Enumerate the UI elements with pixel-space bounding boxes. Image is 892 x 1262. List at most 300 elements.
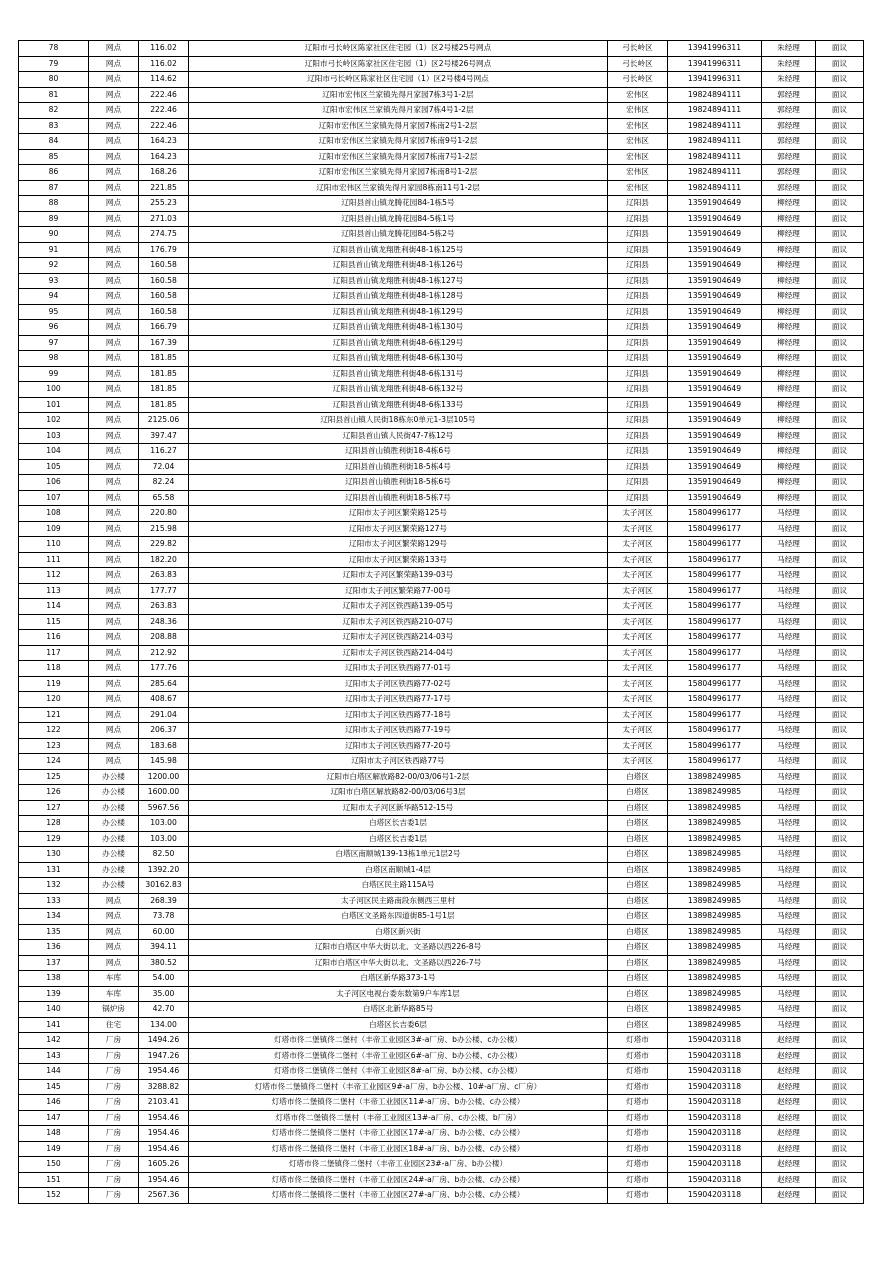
district-cell: 灯塔市 xyxy=(608,1095,668,1111)
table-row xyxy=(19,273,864,289)
property-type-cell: 网点 xyxy=(89,630,139,646)
contact-cell: 马经理 xyxy=(762,521,816,537)
address-cell: 辽阳市太子河区繁荣路139-03号 xyxy=(189,568,608,584)
price-cell: 面议 xyxy=(816,304,864,320)
contact-cell: 赵经理 xyxy=(762,1064,816,1080)
table-row xyxy=(19,568,864,584)
contact-cell: 郭经理 xyxy=(762,180,816,196)
address-cell: 灯塔市佟二堡镇佟二堡村（丰帝工业园区23#-a厂房、b办公楼） xyxy=(189,1157,608,1173)
address-cell: 辽阳县首山镇龙翔胜利街48-1栋130号 xyxy=(189,320,608,336)
phone-cell: 15804996177 xyxy=(668,661,762,677)
contact-cell: 马经理 xyxy=(762,692,816,708)
area-cell: 1947.26 xyxy=(139,1048,189,1064)
price-cell: 面议 xyxy=(816,692,864,708)
table-body xyxy=(19,41,864,1204)
district-cell: 辽阳县 xyxy=(608,351,668,367)
property-type-cell: 网点 xyxy=(89,692,139,708)
property-type-cell: 车库 xyxy=(89,986,139,1002)
address-cell: 辽阳市宏伟区兰家镇先得月家园7栋南9号1-2层 xyxy=(189,134,608,150)
price-cell: 面议 xyxy=(816,1095,864,1111)
price-cell: 面议 xyxy=(816,41,864,57)
price-cell: 面议 xyxy=(816,227,864,243)
price-cell: 面议 xyxy=(816,1033,864,1049)
district-cell: 灯塔市 xyxy=(608,1126,668,1142)
district-cell: 太子河区 xyxy=(608,630,668,646)
address-cell: 辽阳县首山镇龙腾花园84-5栋2号 xyxy=(189,227,608,243)
row-number-cell: 124 xyxy=(19,754,89,770)
price-cell: 面议 xyxy=(816,800,864,816)
contact-cell: 马经理 xyxy=(762,816,816,832)
address-cell: 辽阳市太子河区铁西路77号 xyxy=(189,754,608,770)
district-cell: 太子河区 xyxy=(608,568,668,584)
table-row xyxy=(19,1188,864,1204)
address-cell: 灯塔市佟二堡镇佟二堡村（丰帝工业园区24#-a厂房、b办公楼、c办公楼） xyxy=(189,1172,608,1188)
contact-cell: 马经理 xyxy=(762,506,816,522)
property-type-cell: 办公楼 xyxy=(89,862,139,878)
area-cell: 263.83 xyxy=(139,599,189,615)
phone-cell: 15804996177 xyxy=(668,521,762,537)
district-cell: 白塔区 xyxy=(608,816,668,832)
district-cell: 白塔区 xyxy=(608,862,668,878)
property-type-cell: 网点 xyxy=(89,893,139,909)
table-row xyxy=(19,707,864,723)
area-cell: 215.98 xyxy=(139,521,189,537)
price-cell: 面议 xyxy=(816,149,864,165)
table-row xyxy=(19,413,864,429)
phone-cell: 15804996177 xyxy=(668,692,762,708)
contact-cell: 马经理 xyxy=(762,537,816,553)
row-number-cell: 109 xyxy=(19,521,89,537)
area-cell: 394.11 xyxy=(139,940,189,956)
area-cell: 166.79 xyxy=(139,320,189,336)
district-cell: 宏伟区 xyxy=(608,149,668,165)
district-cell: 弓长岭区 xyxy=(608,41,668,57)
address-cell: 白塔区长吉委1层 xyxy=(189,816,608,832)
property-type-cell: 办公楼 xyxy=(89,800,139,816)
address-cell: 灯塔市佟二堡镇佟二堡村（丰帝工业园区13#-a厂房、c办公楼、b厂房） xyxy=(189,1110,608,1126)
area-cell: 268.39 xyxy=(139,893,189,909)
phone-cell: 13591904649 xyxy=(668,242,762,258)
property-type-cell: 网点 xyxy=(89,366,139,382)
district-cell: 辽阳县 xyxy=(608,273,668,289)
property-type-cell: 网点 xyxy=(89,103,139,119)
table-row xyxy=(19,1002,864,1018)
area-cell: 229.82 xyxy=(139,537,189,553)
property-type-cell: 网点 xyxy=(89,614,139,630)
address-cell: 辽阳县首山镇龙翔胜利街48-1栋127号 xyxy=(189,273,608,289)
district-cell: 灯塔市 xyxy=(608,1064,668,1080)
district-cell: 辽阳县 xyxy=(608,196,668,212)
contact-cell: 柳经理 xyxy=(762,258,816,274)
phone-cell: 13591904649 xyxy=(668,211,762,227)
phone-cell: 13591904649 xyxy=(668,428,762,444)
table-row xyxy=(19,304,864,320)
price-cell: 面议 xyxy=(816,366,864,382)
row-number-cell: 120 xyxy=(19,692,89,708)
price-cell: 面议 xyxy=(816,583,864,599)
contact-cell: 赵经理 xyxy=(762,1141,816,1157)
property-type-cell: 网点 xyxy=(89,940,139,956)
area-cell: 72.04 xyxy=(139,459,189,475)
table-row xyxy=(19,552,864,568)
price-cell: 面议 xyxy=(816,986,864,1002)
property-type-cell: 网点 xyxy=(89,304,139,320)
price-cell: 面议 xyxy=(816,1079,864,1095)
area-cell: 82.24 xyxy=(139,475,189,491)
address-cell: 辽阳县首山镇龙翔胜利街48-1栋129号 xyxy=(189,304,608,320)
property-type-cell: 厂房 xyxy=(89,1172,139,1188)
area-cell: 248.36 xyxy=(139,614,189,630)
phone-cell: 13941996311 xyxy=(668,41,762,57)
price-cell: 面议 xyxy=(816,103,864,119)
phone-cell: 13591904649 xyxy=(668,196,762,212)
price-cell: 面议 xyxy=(816,320,864,336)
property-type-cell: 网点 xyxy=(89,242,139,258)
property-type-cell: 网点 xyxy=(89,676,139,692)
price-cell: 面议 xyxy=(816,521,864,537)
phone-cell: 13591904649 xyxy=(668,366,762,382)
property-type-cell: 网点 xyxy=(89,909,139,925)
price-cell: 面议 xyxy=(816,165,864,181)
property-type-cell: 网点 xyxy=(89,537,139,553)
district-cell: 宏伟区 xyxy=(608,87,668,103)
area-cell: 176.79 xyxy=(139,242,189,258)
table-row xyxy=(19,41,864,57)
contact-cell: 马经理 xyxy=(762,769,816,785)
price-cell: 面议 xyxy=(816,940,864,956)
area-cell: 114.62 xyxy=(139,72,189,88)
phone-cell: 15904203118 xyxy=(668,1157,762,1173)
row-number-cell: 129 xyxy=(19,831,89,847)
address-cell: 辽阳市太子河区铁西路77-18号 xyxy=(189,707,608,723)
table-row xyxy=(19,940,864,956)
area-cell: 3288.82 xyxy=(139,1079,189,1095)
address-cell: 辽阳市太子河区新华路512-15号 xyxy=(189,800,608,816)
row-number-cell: 114 xyxy=(19,599,89,615)
address-cell: 灯塔市佟二堡镇佟二堡村（丰帝工业园区18#-a厂房、b办公楼、c办公楼） xyxy=(189,1141,608,1157)
table-row xyxy=(19,56,864,72)
price-cell: 面议 xyxy=(816,382,864,398)
area-cell: 73.78 xyxy=(139,909,189,925)
property-type-cell: 办公楼 xyxy=(89,816,139,832)
contact-cell: 马经理 xyxy=(762,986,816,1002)
phone-cell: 13591904649 xyxy=(668,459,762,475)
district-cell: 白塔区 xyxy=(608,800,668,816)
address-cell: 辽阳市太子河区铁西路77-19号 xyxy=(189,723,608,739)
address-cell: 辽阳市宏伟区兰家镇先得月家园7栋南7号1-2层 xyxy=(189,149,608,165)
table-row xyxy=(19,475,864,491)
price-cell: 面议 xyxy=(816,87,864,103)
row-number-cell: 81 xyxy=(19,87,89,103)
area-cell: 222.46 xyxy=(139,103,189,119)
price-cell: 面议 xyxy=(816,723,864,739)
table-row xyxy=(19,87,864,103)
address-cell: 灯塔市佟二堡镇佟二堡村（丰帝工业园区9#-a厂房、b办公楼、10#-a厂房、c厂房） xyxy=(189,1079,608,1095)
area-cell: 222.46 xyxy=(139,87,189,103)
contact-cell: 柳经理 xyxy=(762,444,816,460)
district-cell: 灯塔市 xyxy=(608,1172,668,1188)
price-cell: 面议 xyxy=(816,568,864,584)
price-cell: 面议 xyxy=(816,289,864,305)
row-number-cell: 148 xyxy=(19,1126,89,1142)
table-row xyxy=(19,258,864,274)
contact-cell: 马经理 xyxy=(762,583,816,599)
table-row xyxy=(19,785,864,801)
table-row xyxy=(19,878,864,894)
contact-cell: 马经理 xyxy=(762,707,816,723)
contact-cell: 赵经理 xyxy=(762,1188,816,1204)
row-number-cell: 118 xyxy=(19,661,89,677)
area-cell: 103.00 xyxy=(139,816,189,832)
district-cell: 灯塔市 xyxy=(608,1079,668,1095)
address-cell: 白塔区新华路373-1号 xyxy=(189,971,608,987)
district-cell: 白塔区 xyxy=(608,847,668,863)
district-cell: 白塔区 xyxy=(608,940,668,956)
area-cell: 212.92 xyxy=(139,645,189,661)
address-cell: 辽阳市弓长岭区陈家社区住宅园（1）区2号楼4号网点 xyxy=(189,72,608,88)
contact-cell: 柳经理 xyxy=(762,475,816,491)
address-cell: 白塔区南顺城139-13栋1单元1层2号 xyxy=(189,847,608,863)
table-row xyxy=(19,103,864,119)
price-cell: 面议 xyxy=(816,645,864,661)
price-cell: 面议 xyxy=(816,444,864,460)
contact-cell: 郭经理 xyxy=(762,118,816,134)
price-cell: 面议 xyxy=(816,475,864,491)
district-cell: 白塔区 xyxy=(608,831,668,847)
property-type-cell: 网点 xyxy=(89,568,139,584)
address-cell: 灯塔市佟二堡镇佟二堡村（丰帝工业园区11#-a厂房、b办公楼、c办公楼） xyxy=(189,1095,608,1111)
area-cell: 181.85 xyxy=(139,366,189,382)
contact-cell: 柳经理 xyxy=(762,211,816,227)
property-type-cell: 网点 xyxy=(89,180,139,196)
contact-cell: 马经理 xyxy=(762,599,816,615)
contact-cell: 朱经理 xyxy=(762,41,816,57)
area-cell: 222.46 xyxy=(139,118,189,134)
phone-cell: 13591904649 xyxy=(668,320,762,336)
price-cell: 面议 xyxy=(816,1048,864,1064)
table-row xyxy=(19,1126,864,1142)
price-cell: 面议 xyxy=(816,351,864,367)
row-number-cell: 135 xyxy=(19,924,89,940)
row-number-cell: 96 xyxy=(19,320,89,336)
table-row xyxy=(19,909,864,925)
property-type-cell: 网点 xyxy=(89,397,139,413)
address-cell: 辽阳市太子河区繁荣路129号 xyxy=(189,537,608,553)
row-number-cell: 102 xyxy=(19,413,89,429)
phone-cell: 13898249985 xyxy=(668,893,762,909)
property-type-cell: 厂房 xyxy=(89,1095,139,1111)
contact-cell: 马经理 xyxy=(762,661,816,677)
property-listing-table xyxy=(18,40,864,1204)
table-row xyxy=(19,118,864,134)
address-cell: 灯塔市佟二堡镇佟二堡村（丰帝工业园区3#-a厂房、b办公楼、c办公楼） xyxy=(189,1033,608,1049)
property-type-cell: 厂房 xyxy=(89,1064,139,1080)
row-number-cell: 111 xyxy=(19,552,89,568)
row-number-cell: 123 xyxy=(19,738,89,754)
contact-cell: 柳经理 xyxy=(762,304,816,320)
row-number-cell: 106 xyxy=(19,475,89,491)
phone-cell: 13898249985 xyxy=(668,971,762,987)
district-cell: 灯塔市 xyxy=(608,1188,668,1204)
price-cell: 面议 xyxy=(816,1002,864,1018)
phone-cell: 13898249985 xyxy=(668,909,762,925)
area-cell: 1605.26 xyxy=(139,1157,189,1173)
phone-cell: 13591904649 xyxy=(668,304,762,320)
property-type-cell: 网点 xyxy=(89,56,139,72)
address-cell: 辽阳县首山镇龙翔胜利街48-1栋125号 xyxy=(189,242,608,258)
property-type-cell: 网点 xyxy=(89,258,139,274)
price-cell: 面议 xyxy=(816,955,864,971)
table-row xyxy=(19,72,864,88)
contact-cell: 马经理 xyxy=(762,800,816,816)
price-cell: 面议 xyxy=(816,707,864,723)
table-row xyxy=(19,1157,864,1173)
row-number-cell: 117 xyxy=(19,645,89,661)
table-row xyxy=(19,1095,864,1111)
phone-cell: 15904203118 xyxy=(668,1126,762,1142)
district-cell: 白塔区 xyxy=(608,878,668,894)
area-cell: 1494.26 xyxy=(139,1033,189,1049)
area-cell: 263.83 xyxy=(139,568,189,584)
phone-cell: 13591904649 xyxy=(668,397,762,413)
phone-cell: 13591904649 xyxy=(668,382,762,398)
property-type-cell: 网点 xyxy=(89,382,139,398)
address-cell: 辽阳县首山镇龙翔胜利街48-6栋133号 xyxy=(189,397,608,413)
price-cell: 面议 xyxy=(816,1188,864,1204)
row-number-cell: 149 xyxy=(19,1141,89,1157)
contact-cell: 郭经理 xyxy=(762,134,816,150)
row-number-cell: 82 xyxy=(19,103,89,119)
address-cell: 辽阳市太子河区铁西路139-05号 xyxy=(189,599,608,615)
area-cell: 42.70 xyxy=(139,1002,189,1018)
district-cell: 辽阳县 xyxy=(608,227,668,243)
price-cell: 面议 xyxy=(816,893,864,909)
table-row xyxy=(19,692,864,708)
area-cell: 206.37 xyxy=(139,723,189,739)
table-row xyxy=(19,521,864,537)
property-type-cell: 网点 xyxy=(89,273,139,289)
price-cell: 面议 xyxy=(816,413,864,429)
district-cell: 太子河区 xyxy=(608,707,668,723)
phone-cell: 15804996177 xyxy=(668,754,762,770)
phone-cell: 15804996177 xyxy=(668,676,762,692)
area-cell: 274.75 xyxy=(139,227,189,243)
row-number-cell: 98 xyxy=(19,351,89,367)
address-cell: 辽阳县首山镇龙翔胜利街48-6栋131号 xyxy=(189,366,608,382)
row-number-cell: 97 xyxy=(19,335,89,351)
district-cell: 太子河区 xyxy=(608,676,668,692)
price-cell: 面议 xyxy=(816,754,864,770)
row-number-cell: 91 xyxy=(19,242,89,258)
row-number-cell: 116 xyxy=(19,630,89,646)
district-cell: 宏伟区 xyxy=(608,165,668,181)
row-number-cell: 150 xyxy=(19,1157,89,1173)
row-number-cell: 103 xyxy=(19,428,89,444)
price-cell: 面议 xyxy=(816,242,864,258)
district-cell: 辽阳县 xyxy=(608,475,668,491)
contact-cell: 马经理 xyxy=(762,909,816,925)
contact-cell: 马经理 xyxy=(762,568,816,584)
property-type-cell: 网点 xyxy=(89,149,139,165)
property-type-cell: 网点 xyxy=(89,924,139,940)
row-number-cell: 144 xyxy=(19,1064,89,1080)
price-cell: 面议 xyxy=(816,909,864,925)
property-type-cell: 办公楼 xyxy=(89,847,139,863)
district-cell: 太子河区 xyxy=(608,614,668,630)
table-row xyxy=(19,676,864,692)
price-cell: 面议 xyxy=(816,816,864,832)
phone-cell: 15804996177 xyxy=(668,630,762,646)
price-cell: 面议 xyxy=(816,1157,864,1173)
phone-cell: 15904203118 xyxy=(668,1110,762,1126)
address-cell: 太子河区民主路南段东侧西三里村 xyxy=(189,893,608,909)
contact-cell: 柳经理 xyxy=(762,196,816,212)
property-type-cell: 网点 xyxy=(89,444,139,460)
price-cell: 面议 xyxy=(816,1064,864,1080)
price-cell: 面议 xyxy=(816,847,864,863)
row-number-cell: 100 xyxy=(19,382,89,398)
table-row xyxy=(19,227,864,243)
phone-cell: 19824894111 xyxy=(668,134,762,150)
table-row xyxy=(19,738,864,754)
contact-cell: 马经理 xyxy=(762,831,816,847)
price-cell: 面议 xyxy=(816,878,864,894)
row-number-cell: 152 xyxy=(19,1188,89,1204)
phone-cell: 13898249985 xyxy=(668,847,762,863)
row-number-cell: 136 xyxy=(19,940,89,956)
property-type-cell: 网点 xyxy=(89,118,139,134)
table-row xyxy=(19,831,864,847)
price-cell: 面议 xyxy=(816,273,864,289)
property-type-cell: 厂房 xyxy=(89,1141,139,1157)
phone-cell: 15904203118 xyxy=(668,1079,762,1095)
area-cell: 134.00 xyxy=(139,1017,189,1033)
row-number-cell: 107 xyxy=(19,490,89,506)
table-row xyxy=(19,211,864,227)
phone-cell: 15904203118 xyxy=(668,1048,762,1064)
area-cell: 2567.36 xyxy=(139,1188,189,1204)
property-type-cell: 网点 xyxy=(89,87,139,103)
row-number-cell: 101 xyxy=(19,397,89,413)
district-cell: 太子河区 xyxy=(608,661,668,677)
property-type-cell: 厂房 xyxy=(89,1079,139,1095)
address-cell: 辽阳市太子河区铁西路214-04号 xyxy=(189,645,608,661)
district-cell: 白塔区 xyxy=(608,986,668,1002)
property-type-cell: 厂房 xyxy=(89,1033,139,1049)
district-cell: 辽阳县 xyxy=(608,382,668,398)
address-cell: 辽阳县首山镇胜利街18-5栋6号 xyxy=(189,475,608,491)
property-type-cell: 厂房 xyxy=(89,1126,139,1142)
contact-cell: 柳经理 xyxy=(762,397,816,413)
table-row xyxy=(19,661,864,677)
property-type-cell: 厂房 xyxy=(89,1157,139,1173)
area-cell: 1954.46 xyxy=(139,1126,189,1142)
price-cell: 面议 xyxy=(816,335,864,351)
district-cell: 辽阳县 xyxy=(608,335,668,351)
price-cell: 面议 xyxy=(816,72,864,88)
phone-cell: 13898249985 xyxy=(668,785,762,801)
area-cell: 182.20 xyxy=(139,552,189,568)
phone-cell: 19824894111 xyxy=(668,103,762,119)
table-row xyxy=(19,645,864,661)
row-number-cell: 115 xyxy=(19,614,89,630)
district-cell: 辽阳县 xyxy=(608,413,668,429)
area-cell: 177.77 xyxy=(139,583,189,599)
price-cell: 面议 xyxy=(816,196,864,212)
row-number-cell: 134 xyxy=(19,909,89,925)
table-row xyxy=(19,149,864,165)
phone-cell: 15804996177 xyxy=(668,614,762,630)
